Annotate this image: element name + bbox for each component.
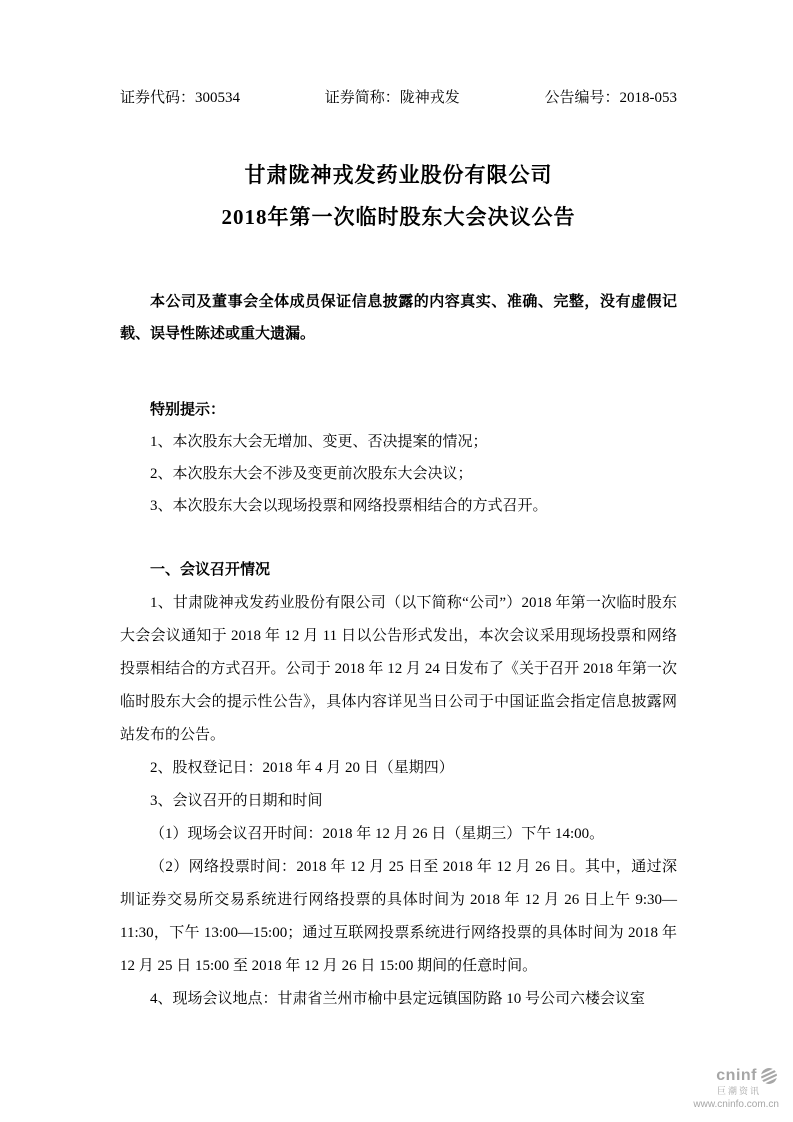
section1-heading: 一、会议召开情况 (150, 562, 271, 578)
stock-name-label: 证券简称：陇神戎发 (324, 90, 460, 106)
document-title-line1: 甘肃陇神戎发药业股份有限公司 (244, 163, 553, 187)
document-title-line2: 2018年第一次临时股东大会决议公告 (221, 205, 576, 229)
section1-paragraph: 2、股权登记日：2018 年 4 月 20 日（星期四） (150, 760, 454, 776)
cninfo-logo (693, 1066, 779, 1110)
section1-paragraph: 1、甘肃陇神戎发药业股份有限公司（以下简称“公司”）2018 年第一次临时股东大会会议通知于 2018 年 12 月 11 日以公告形式发出，本次会议采用现场投票和网络投票相结合的方式召开。公司于 2018 年 12 月 24 日发布了《关于召开 2018 年第一次临时股东大会的提示性公告》，具体内容详见当日公司于中国证监会指定信息披露网站发布的公告。 (120, 595, 677, 743)
section1-paragraph: （1）现场会议召开时间：2018 年 12 月 26 日（星期三）下午 14:00。 (150, 826, 605, 842)
cninfo-logo-text: cninf (716, 1067, 757, 1085)
section1-paragraph: 4、现场会议地点：甘肃省兰州市榆中县定远镇国防路 10 号公司六楼会议室 (150, 991, 646, 1007)
section1-paragraph: 3、会议召开的日期和时间 (150, 793, 323, 809)
document-content (120, 88, 677, 1016)
cninfo-logo-url: www.cninfo.com.cn (693, 1099, 779, 1110)
special-notice-heading: 特别提示： (150, 402, 226, 418)
cninfo-swirl-icon (759, 1066, 779, 1086)
document-header (120, 88, 677, 108)
special-notice-item: 2、本次股东大会不涉及变更前次股东大会决议； (150, 466, 473, 482)
special-notice-item: 3、本次股东大会以现场投票和网络投票相结合的方式召开。 (150, 498, 548, 514)
section1-paragraph: （2）网络投票时间：2018 年 12 月 25 日至 2018 年 12 月 26 日。其中，通过深圳证券交易所交易系统进行网络投票的具体时间为 2018 年 12 月 26 日上午 9:30—11:30，下午 13:00—15:00；通过互联网投票系统进行网络投票的具体时间为 2018 年 12 月 25 日 15:00 至 2018 年 12 月 26 日 15:00 期间的任意时间。 (120, 859, 677, 974)
special-notice-block (120, 394, 677, 522)
cninfo-logo-cn-label: 巨潮资讯 (716, 1086, 761, 1097)
announcement-no-label: 公告编号：2018-053 (544, 90, 677, 106)
declaration-paragraph: 本公司及董事会全体成员保证信息披露的内容真实、准确、完整，没有虚假记载、误导性陈述或重大遗漏。 (120, 294, 677, 342)
stock-code-label: 证券代码：300534 (120, 90, 241, 106)
special-notice-item: 1、本次股东大会无增加、变更、否决提案的情况； (150, 434, 488, 450)
document-title (120, 154, 677, 238)
cninfo-logo-row (693, 1066, 779, 1086)
